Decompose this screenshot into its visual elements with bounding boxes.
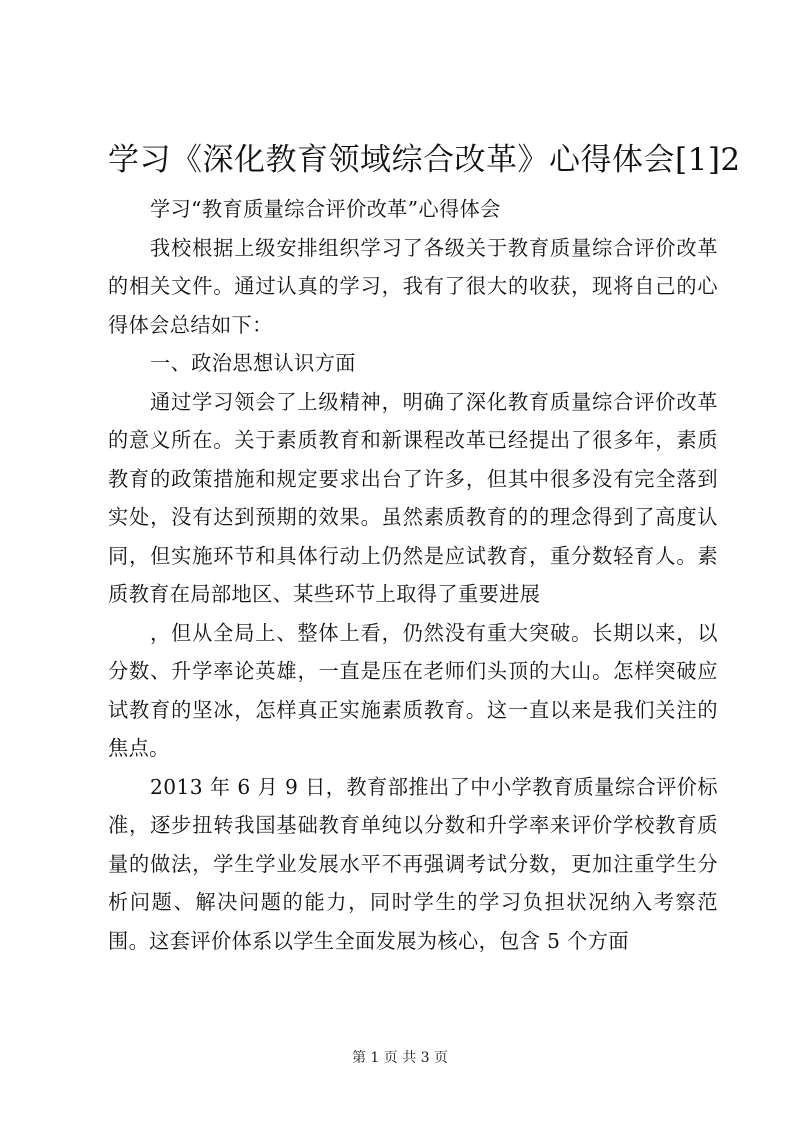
document-title: 学习《深化教育领域综合改革》心得体会[1]2 — [108, 142, 741, 178]
intro-paragraph: 我校根据上级安排组织学习了各级关于教育质量综合评价改革的相关文件。通过认真的学习，我有了很大的收获，现将自己的心得体会总结如下： — [108, 235, 718, 337]
subtitle-paragraph: 学习“教育质量综合评价改革”心得体会 — [150, 197, 501, 221]
section-heading: 一、政治思想认识方面 — [150, 351, 356, 375]
page-number-footer: 第 1 页 共 3 页 — [351, 1050, 449, 1066]
body-paragraph: 2013 年 6 月 9 日，教育部推出了中小学教育质量综合评价标准，逐步扭转我国基础教育单纯以分数和升学率来评价学校教育质量的做法，学生学业发展水平不再强调考试分数，更加注重学生分析问题、解决问题的能力，同时学生的学习负担状况纳入考察范围。这套评价体系以学生全面发展为核心，包含 5 个方面 — [108, 774, 718, 953]
body-paragraph: 通过学习领会了上级精神，明确了深化教育质量综合评价改革的意义所在。关于素质教育和新课程改革已经提出了很多年，素质教育的政策措施和规定要求出台了许多，但其中很多没有完全落到实处，没有达到预期的效果。虽然素质教育的的理念得到了高度认同，但实施环节和具体行动上仍然是应试教育，重分数轻育人。素质教育在局部地区、某些环节上取得了重要进展 — [108, 389, 718, 606]
document-body — [108, 190, 718, 960]
body-paragraph: ，但从全局上、整体上看，仍然没有重大突破。长期以来，以分数、升学率论英雄，一直是压在老师们头顶的大山。怎样突破应试教育的坚冰，怎样真正实施素质教育。这一直以来是我们关注的焦点。 — [108, 620, 718, 760]
